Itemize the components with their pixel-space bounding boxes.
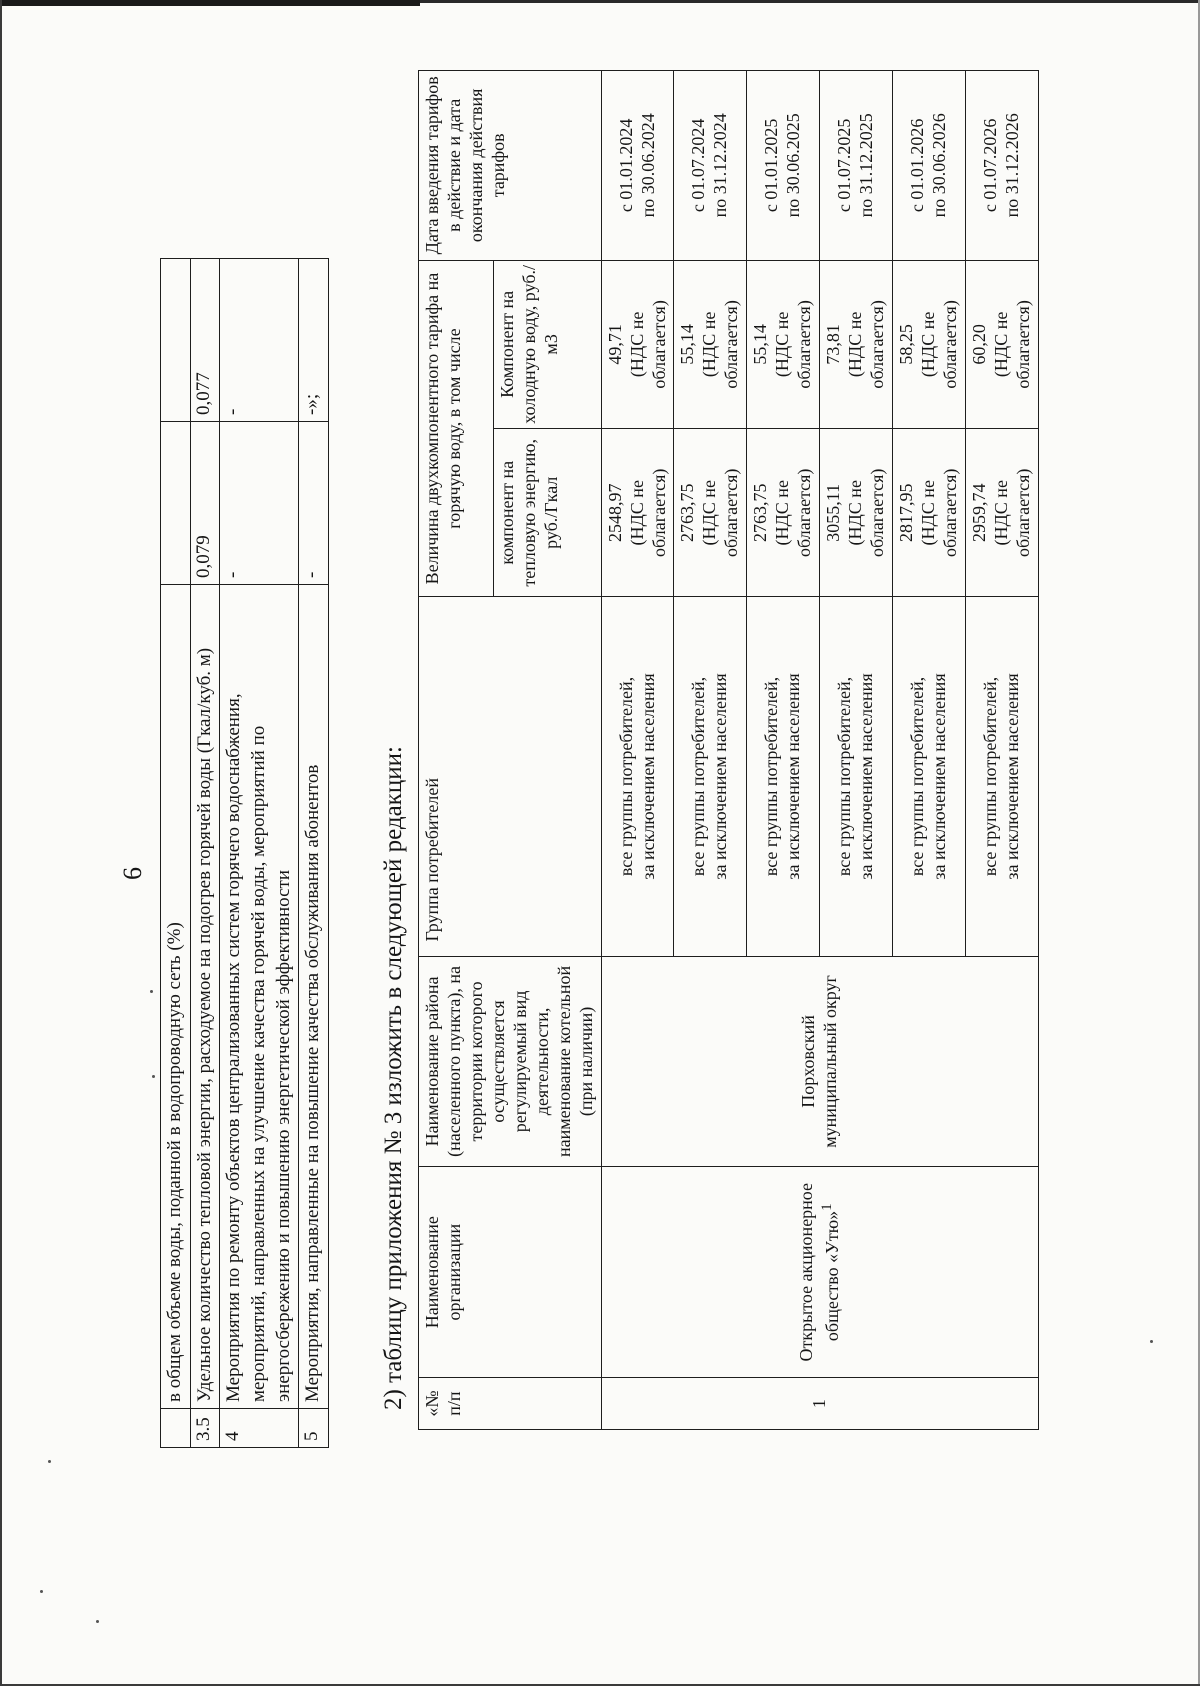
group-line-1: все группы потребителей, xyxy=(907,676,928,877)
date-from: с 01.07.2024 xyxy=(688,118,709,213)
vat-note-2: облагается) xyxy=(648,468,669,557)
date-to: по 31.12.2026 xyxy=(1001,113,1022,218)
heat-value: 2817,95 xyxy=(896,483,917,543)
row-value-2024: - xyxy=(299,422,329,585)
table-row xyxy=(299,259,329,1448)
tariff-table xyxy=(418,70,1039,1430)
vat-note-1: (НДС не xyxy=(845,480,866,546)
consumer-group xyxy=(820,597,893,956)
area-line-2: муниципальный округ xyxy=(819,975,840,1148)
heat-component-cell xyxy=(674,429,747,597)
group-line-2: за исключением населения xyxy=(856,673,877,880)
cold-value: 58,25 xyxy=(896,324,917,365)
vat-note-1: (НДС не xyxy=(699,311,720,378)
consumer-group xyxy=(674,597,747,956)
group-line-2: за исключением населения xyxy=(1001,673,1022,880)
table-row xyxy=(220,259,299,1448)
cold-component-cell xyxy=(965,260,1038,428)
date-from: с 01.01.2025 xyxy=(761,118,782,213)
org-footnote-mark: 1 xyxy=(818,1203,835,1211)
vat-note-2: облагается) xyxy=(1012,468,1033,557)
date-cell xyxy=(674,71,747,261)
date-cell xyxy=(820,71,893,261)
vat-note-1: (НДС не xyxy=(626,311,647,378)
vat-note-2: облагается) xyxy=(721,468,742,557)
consumer-group xyxy=(601,597,674,956)
vat-note-2: облагается) xyxy=(939,468,960,557)
header-dates: Дата введения тарифов в действие и дата окончания действия тарифов xyxy=(419,71,602,261)
date-from: с 01.07.2026 xyxy=(979,118,1000,213)
consumer-group xyxy=(893,597,966,956)
cold-value: 49,71 xyxy=(604,324,625,365)
section-heading: 2) таблицу приложения № 3 изложить в следующей редакции: xyxy=(380,746,407,1410)
header-organization: Наименование организации xyxy=(419,1167,602,1378)
date-cell xyxy=(965,71,1038,261)
cold-value: 55,14 xyxy=(677,324,698,365)
row-number: 1 xyxy=(601,1378,1038,1430)
vat-note-1: (НДС не xyxy=(845,311,866,378)
cold-value: 60,20 xyxy=(968,324,989,365)
table-row xyxy=(161,259,191,1448)
row-value-2024: - xyxy=(220,422,299,585)
heat-component-cell xyxy=(747,429,820,597)
vat-note-2: облагается) xyxy=(1012,300,1033,389)
row-number: 3.5 xyxy=(190,1409,220,1448)
vat-note-2: облагается) xyxy=(867,468,888,557)
vat-note-2: облагается) xyxy=(721,300,742,389)
header-area: Наименование района (населенного пункта), на территории которого осуществляется регулируемый вид деятельности, наименование котельной (при наличии) xyxy=(419,956,602,1167)
group-line-1: все группы потребителей, xyxy=(688,676,709,877)
org-line-2: общество «Утю» xyxy=(821,1210,842,1342)
group-line-1: все группы потребителей, xyxy=(761,676,782,877)
area-line-1: Порховский xyxy=(797,1015,818,1108)
cold-component-cell xyxy=(893,260,966,428)
header-row xyxy=(419,71,494,1430)
vat-note-1: (НДС не xyxy=(772,311,793,378)
area-name xyxy=(601,956,1038,1167)
table-row xyxy=(190,259,220,1448)
group-line-2: за исключением населения xyxy=(928,673,949,880)
indicators-table xyxy=(160,258,329,1448)
header-tariff-value: Величина двухкомпонентного тарифа на горячую воду, в том числе xyxy=(419,260,494,597)
heat-value: 2763,75 xyxy=(677,483,698,543)
row-text: Удельное количество тепловой энергии, расходуемое на подогрев горячей воды (Гкал/куб. м) xyxy=(190,585,220,1409)
consumer-group xyxy=(747,597,820,956)
group-line-2: за исключением населения xyxy=(710,673,731,880)
group-line-2: за исключением населения xyxy=(637,673,658,880)
tariff-table-body xyxy=(601,71,1038,1430)
vat-note-2: облагается) xyxy=(867,300,888,389)
date-to: по 30.06.2025 xyxy=(783,113,804,218)
row-value-2024 xyxy=(161,422,191,585)
heat-component-cell xyxy=(601,429,674,597)
rotated-document xyxy=(0,40,1200,1640)
date-to: по 30.06.2024 xyxy=(637,113,658,218)
cold-component-cell xyxy=(674,260,747,428)
date-to: по 31.12.2025 xyxy=(856,113,877,218)
heat-component-cell xyxy=(820,429,893,597)
heat-value: 2763,75 xyxy=(750,483,771,543)
header-heat-component: компонент на тепловую энергию, руб./Гкал xyxy=(494,429,602,597)
vat-note-1: (НДС не xyxy=(990,480,1011,546)
cold-value: 55,14 xyxy=(750,324,771,365)
row-value-2025: -»; xyxy=(299,259,329,422)
group-line-2: за исключением населения xyxy=(783,673,804,880)
date-from: с 01.01.2024 xyxy=(615,118,636,213)
vat-note-2: облагается) xyxy=(794,300,815,389)
date-cell xyxy=(893,71,966,261)
date-from: с 01.07.2025 xyxy=(834,118,855,213)
cold-component-cell xyxy=(820,260,893,428)
date-from: с 01.01.2026 xyxy=(907,118,928,213)
date-to: по 31.12.2024 xyxy=(710,113,731,218)
date-cell xyxy=(601,71,674,261)
row-value-2025: - xyxy=(220,259,299,422)
indicators-table-body xyxy=(161,259,329,1448)
vat-note-1: (НДС не xyxy=(990,311,1011,378)
vat-note-2: облагается) xyxy=(939,300,960,389)
header-cold-component: Компонент на холодную воду, руб./м3 xyxy=(494,260,602,428)
organization-name xyxy=(601,1167,1038,1378)
heat-value: 2959,74 xyxy=(968,483,989,543)
row-text: в общем объеме воды, поданной в водопроводную сеть (%) xyxy=(161,585,191,1409)
date-cell xyxy=(747,71,820,261)
group-line-1: все группы потребителей, xyxy=(979,676,1000,877)
heat-component-cell xyxy=(965,429,1038,597)
page-number: 6 xyxy=(118,867,147,880)
row-value-2025: 0,077 xyxy=(190,259,220,422)
scan-edge-top-dark xyxy=(0,0,420,6)
header-num: «№ п/п xyxy=(419,1378,602,1430)
org-line-1: Открытое акционерное xyxy=(795,1182,816,1362)
date-to: по 30.06.2026 xyxy=(928,113,949,218)
vat-note-1: (НДС не xyxy=(626,480,647,546)
vat-note-1: (НДС не xyxy=(699,480,720,546)
heat-value: 3055,11 xyxy=(823,483,844,542)
row-value-2024: 0,079 xyxy=(190,422,220,585)
row-value-2025 xyxy=(161,259,191,422)
consumer-group xyxy=(965,597,1038,956)
cold-value: 73,81 xyxy=(823,324,844,365)
row-text: Мероприятия по ремонту объектов централизованных систем горячего водоснабжения, мероприятий, направленных на улучшение качества горячей воды, мероприятий по энергосбережению и повышению энергетической эффективности xyxy=(220,585,299,1409)
row-number: 4 xyxy=(220,1409,299,1448)
cold-component-cell xyxy=(601,260,674,428)
row-number: 5 xyxy=(299,1409,329,1448)
row-text: Мероприятия, направленные на повышение качества обслуживания абонентов xyxy=(299,585,329,1409)
vat-note-1: (НДС не xyxy=(918,311,939,378)
header-consumer-group: Группа потребителей xyxy=(419,597,602,956)
group-line-1: все группы потребителей, xyxy=(615,676,636,877)
group-line-1: все группы потребителей, xyxy=(834,676,855,877)
tariff-row xyxy=(601,71,674,1430)
row-number xyxy=(161,1409,191,1448)
vat-note-2: облагается) xyxy=(648,300,669,389)
vat-note-1: (НДС не xyxy=(772,480,793,546)
vat-note-2: облагается) xyxy=(794,468,815,557)
vat-note-1: (НДС не xyxy=(918,480,939,546)
heat-component-cell xyxy=(893,429,966,597)
heat-value: 2548,97 xyxy=(604,483,625,543)
cold-component-cell xyxy=(747,260,820,428)
